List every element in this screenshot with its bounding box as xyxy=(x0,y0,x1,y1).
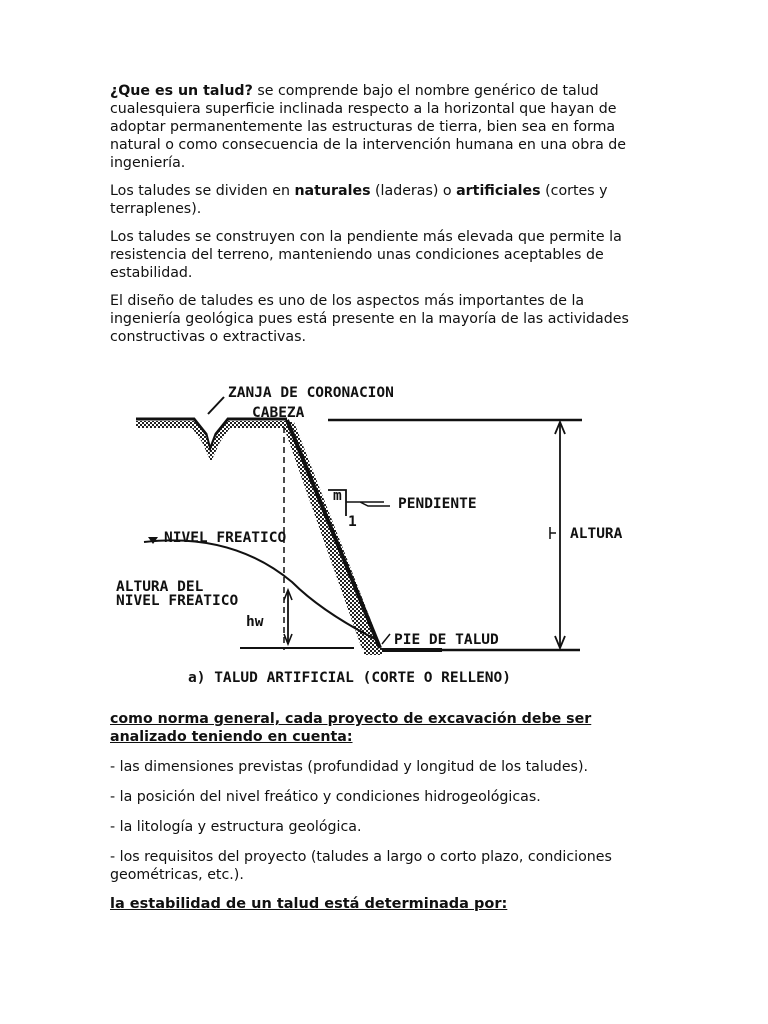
types-lead: Los taludes se dividen en xyxy=(110,183,295,199)
list-item: - los requisitos del proyecto (taludes a largo o corto plazo, condiciones geométricas, etc.). xyxy=(110,849,612,883)
label-altura-del: ALTURA DEL xyxy=(116,579,204,595)
requirements-section xyxy=(110,710,650,912)
paragraph-types xyxy=(110,182,630,218)
definition-text: se comprende bajo el nombre genérico de talud cualesquiera superficie inclinada respecto a la horizontal que hayan de adoptar permanentemente las estructuras de tierra, bien sea en forma natural o como consecuencia de la intervención humana en una obra de ingeniería. xyxy=(110,83,627,171)
pie-leader xyxy=(382,634,390,644)
label-nivel-freatico-2: NIVEL FREATICO xyxy=(116,593,239,609)
stability-heading: la estabilidad de un talud está determinada por: xyxy=(110,896,508,912)
pendiente-leader xyxy=(346,502,390,506)
slope-diagram-svg xyxy=(116,372,652,694)
label-hw: hw xyxy=(246,614,264,630)
altura-tick xyxy=(550,527,556,539)
natural-paren: (laderas) o xyxy=(370,183,457,199)
toe-hatch xyxy=(364,649,382,655)
norma-heading: como norma general, cada proyecto de excavación debe ser analizado teniendo en cuenta: xyxy=(110,711,592,745)
term-heading: ¿Que es un talud? xyxy=(110,83,253,99)
natural-term: naturales xyxy=(294,183,371,199)
paragraph-design: El diseño de taludes es uno de los aspectos más importantes de la ingeniería geológica pues está presente en la mayoría de las actividades constructivas o extractivas. xyxy=(110,293,629,345)
list-item: - las dimensiones previstas (profundidad y longitud de los taludes). xyxy=(110,759,588,775)
artificial-term: artificiales xyxy=(456,183,541,199)
label-nivel-freatico: NIVEL FREATICO xyxy=(164,530,287,546)
zanja-pointer xyxy=(208,397,224,414)
diagram-caption: a) TALUD ARTIFICIAL (CORTE O RELLENO) xyxy=(188,670,512,686)
label-m: m xyxy=(333,488,342,504)
label-pendiente: PENDIENTE xyxy=(398,496,477,512)
list-item: - la posición del nivel freático y condiciones hidrogeológicas. xyxy=(110,789,541,805)
slope-diagram xyxy=(116,372,652,694)
paragraph-construction: Los taludes se construyen con la pendiente más elevada que permite la resistencia del terreno, manteniendo unas condiciones aceptables de estabilidad. xyxy=(110,229,622,281)
label-zanja: ZANJA DE CORONACION xyxy=(228,385,394,401)
label-one: 1 xyxy=(348,514,357,530)
label-pie: PIE DE TALUD xyxy=(394,632,499,648)
slope-line xyxy=(287,420,380,648)
document-body xyxy=(110,82,630,346)
label-cabeza: CABEZA xyxy=(252,405,305,421)
label-altura: ALTURA xyxy=(570,526,623,542)
list-item: - la litología y estructura geológica. xyxy=(110,819,362,835)
artificial-paren: (cortes y terraplenes). xyxy=(110,183,608,217)
ground-hatch-left xyxy=(136,421,287,462)
paragraph-definition xyxy=(110,82,630,172)
